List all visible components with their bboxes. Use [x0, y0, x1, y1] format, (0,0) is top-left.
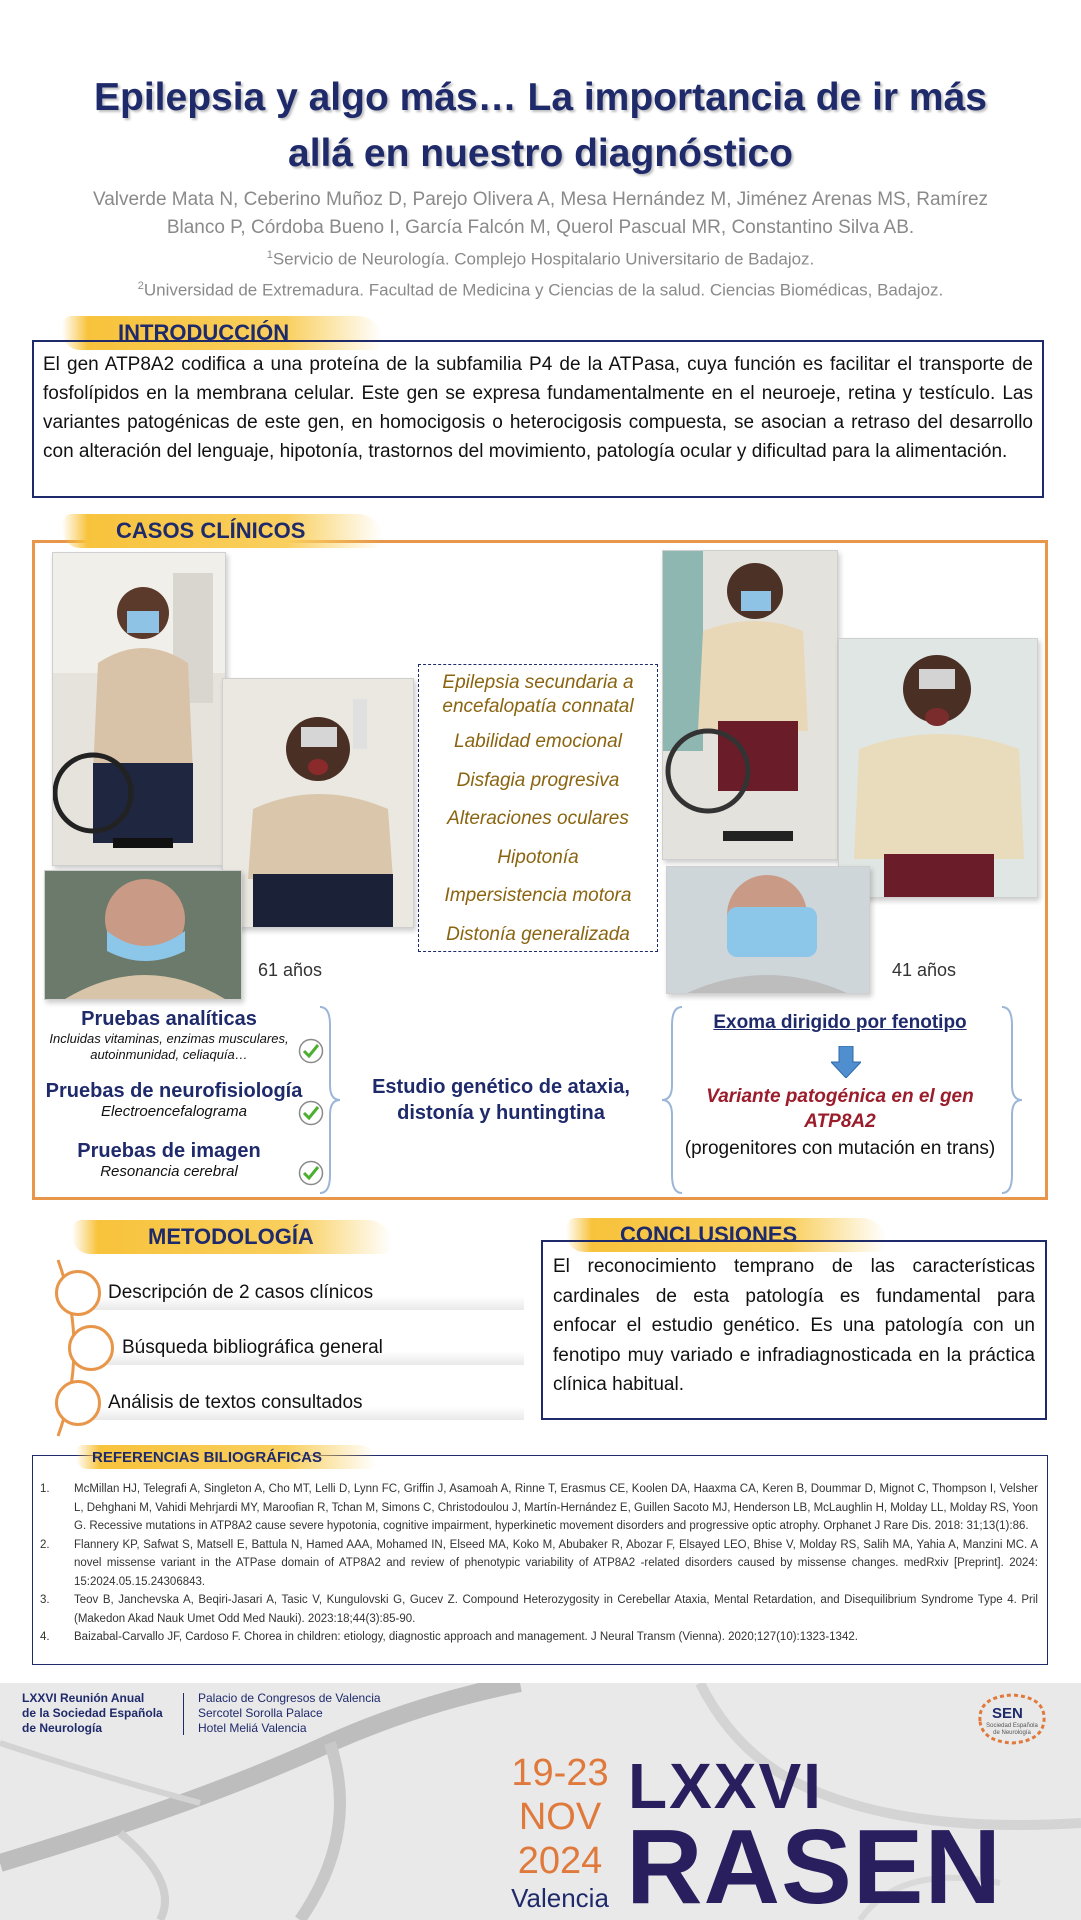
brace-right-icon	[318, 1005, 342, 1195]
method-bullet	[55, 1270, 101, 1316]
casos-heading: CASOS CLÍNICOS	[62, 514, 382, 548]
intro-text: El gen ATP8A2 codifica a una proteína de la subfamilia P4 de la ATPasa, cuya función es facilitar el transporte de fosfolípidos en la membrana celular. Este gen se expresa fundamentalmente en el neuroeje, retina y testículo. Las variantes patogénicas de este gen, en homocigosis o heterocigosis compuesta, se asocian a retraso del desarrollo con alteración del lenguaje, hipotonía, trastornos del movimiento, patología ocular y dificultad para la alimentación.	[32, 340, 1044, 498]
brand-lxxvi: LXXVI	[628, 1750, 823, 1822]
poster-title	[40, 70, 1041, 182]
method-bullet	[55, 1380, 101, 1426]
method-label: Búsqueda bibliográfica general	[122, 1337, 383, 1358]
divider	[183, 1693, 184, 1735]
symptom-item: Hipotonía	[497, 846, 579, 868]
exoma-label: Exoma dirigido por fenotipo	[713, 1012, 967, 1033]
patient-photo-4	[662, 550, 838, 860]
brace-right-icon	[1000, 1005, 1024, 1195]
test-sub: Incluidas vitaminas, enzimas musculares, autoinmunidad, celiaquía…	[49, 1031, 289, 1062]
patient-photo-3	[44, 870, 242, 1000]
event-name: LXXVI Reunión Anual de la Sociedad Española de Neurología	[22, 1691, 163, 1735]
footer-banner	[0, 1683, 1081, 1920]
patient-photo-6	[666, 866, 870, 994]
test-item	[44, 1080, 304, 1120]
metodologia-heading: METODOLOGÍA	[72, 1220, 392, 1254]
brand-rasen: RASEN	[626, 1808, 1003, 1920]
reference-item: 4. Baizabal-Carvallo JF, Cardoso F. Chorea in children: etiology, diagnostic approach and management. J Neural Transm (Vienna). 2020;127(10):1323-1342.	[40, 1631, 858, 1643]
symptom-item: Epilepsia secundaria a encefalopatía connatal	[442, 672, 634, 717]
method-label: Análisis de textos consultados	[108, 1392, 363, 1413]
event-dates: 19-23 NOV 2024	[511, 1752, 609, 1882]
event-city: Valencia	[511, 1883, 609, 1913]
patient-photo-1	[52, 552, 226, 866]
patient-photo-5	[838, 638, 1038, 898]
affiliation-1: $^1$Servicio de Neurología. Complejo Hospitalario Universitario de Badajoz.	[266, 249, 815, 269]
authors-line-1: Valverde Mata N, Ceberino Muñoz D, Parejo Olivera A, Mesa Hernández M, Jiménez Arenas MS, Ramírez	[92, 189, 989, 210]
title-line-1: Epilepsia y algo más… La importancia de ir más	[94, 76, 987, 119]
conclusiones-heading: CONCLUSIONES	[566, 1218, 886, 1252]
reference-item: 3. Teov B, Janchevska A, Beqiri-Jasari A, Tasic V, Kungulovski G, Gucev Z. Compound Heterozygosity in Cerebellar Ataxia, Mental Retardation, and Disequilibrium Syndrome Type 4. Pril (Makedon Akad Nauk Umet Odd Med Nauki). 2023:18;44(3):85-90.	[40, 1594, 1038, 1625]
affiliation-2: $^2$Universidad de Extremadura. Facultad de Medicina y Ciencias de la salud. Ciencias Biomédicas, Badajoz.	[137, 279, 944, 300]
test-sub: Resonancia cerebral	[100, 1163, 238, 1180]
test-title: Pruebas de neurofisiología	[45, 1080, 303, 1102]
method-item	[94, 1331, 524, 1365]
symptom-list	[418, 664, 658, 952]
test-title: Pruebas de imagen	[77, 1140, 261, 1162]
age-right: 41 años	[892, 960, 957, 980]
test-sub: Electroencefalograma	[101, 1103, 247, 1120]
authors-line-2: Blanco P, Córdoba Bueno I, García Falcón M, Querol Pascual MR, Constantino Silva AB.	[166, 217, 915, 238]
symptom-item: Labilidad emocional	[454, 731, 622, 752]
symptom-item: Impersistencia motora	[444, 885, 632, 906]
method-item	[80, 1386, 524, 1420]
genetic-study: Estudio genético de ataxia, distonía y huntingtina	[372, 1076, 630, 1124]
conclusiones-text: El reconocimiento temprano de las características cardinales de esta patología es fundamental para enfocar el estudio genético. Es una patología con un fenotipo muy variado e infradiagnosticada en la práctica clínica habitual.	[541, 1240, 1047, 1420]
test-item	[44, 1008, 294, 1063]
symptom-item: Distonía generalizada	[446, 923, 630, 945]
references-list	[40, 1480, 1038, 1647]
title-line-2: allá en nuestro diagnóstico	[288, 132, 793, 175]
variant-label: Variante patogénica en el gen ATP8A2	[706, 1086, 974, 1132]
brace-left-icon	[660, 1005, 684, 1195]
progenitors-label: (progenitores con mutación en trans)	[684, 1138, 996, 1159]
test-item	[44, 1140, 294, 1180]
method-label: Descripción de 2 casos clínicos	[108, 1282, 374, 1303]
test-title: Pruebas analíticas	[81, 1008, 257, 1030]
reference-item: 2. Flannery KP, Safwat S, Matsell E, Battula N, Hamed AAA, Mohamed IN, Elseed MA, Koko M, Abubaker R, Abozar F, Elsayed LEO, Bhise V, Molday RS, Salih MA, Yahia A, Manzini MC. A novel missense variant in the ATPase domain of ATP8A2 and review of phenotypic variability of ATP8A2 -related disorders caused by missense changes. medRxiv [Preprint]. 2024: 15:2024.05.15.24306843.	[40, 1538, 1038, 1588]
authors-block	[40, 186, 1041, 303]
arrow-down-icon	[831, 1046, 861, 1078]
method-item	[80, 1276, 524, 1310]
reference-item: 1. McMillan HJ, Telegrafi A, Singleton A, Cho MT, Lelli D, Lynn FC, Griffin J, Asamoah A, Rinne T, Erasmus CE, Koolen DA, Haaxma CA, Keren B, Doummar D, Mignot C, Thompson I, Velsher L, Dehghani M, Vahidi Mehrjardi MY, Maroofian R, Tchan M, Simons C, Christodoulou J, Martín-Hernández E, Guillen Sacoto MJ, Henderson LB, McLaughlin H, Molday LL, Molday RS, Yoon G. Recessive mutations in ATP8A2 cause severe hypotonia, cognitive impairment, hyperkinetic movement disorders and progressive optic atrophy. Orphanet J Rare Dis. 2018: 31;13(1):86.	[40, 1483, 1038, 1532]
symptom-item: Alteraciones oculares	[447, 808, 629, 829]
patient-photo-2	[222, 678, 414, 928]
intro-heading: INTRODUCCIÓN	[62, 316, 382, 350]
symptom-item: Disfagia progresiva	[456, 769, 620, 791]
referencias-heading: REFERENCIAS BILIOGRÁFICAS	[76, 1445, 376, 1469]
method-bullet	[68, 1325, 114, 1371]
sen-logo: SEN Sociedad Española de Neurología	[962, 1691, 1062, 1751]
age-left: 61 años	[258, 960, 323, 980]
venue-list: Palacio de Congresos de Valencia Sercotel Sorolla Palace Hotel Meliá Valencia	[198, 1691, 381, 1735]
